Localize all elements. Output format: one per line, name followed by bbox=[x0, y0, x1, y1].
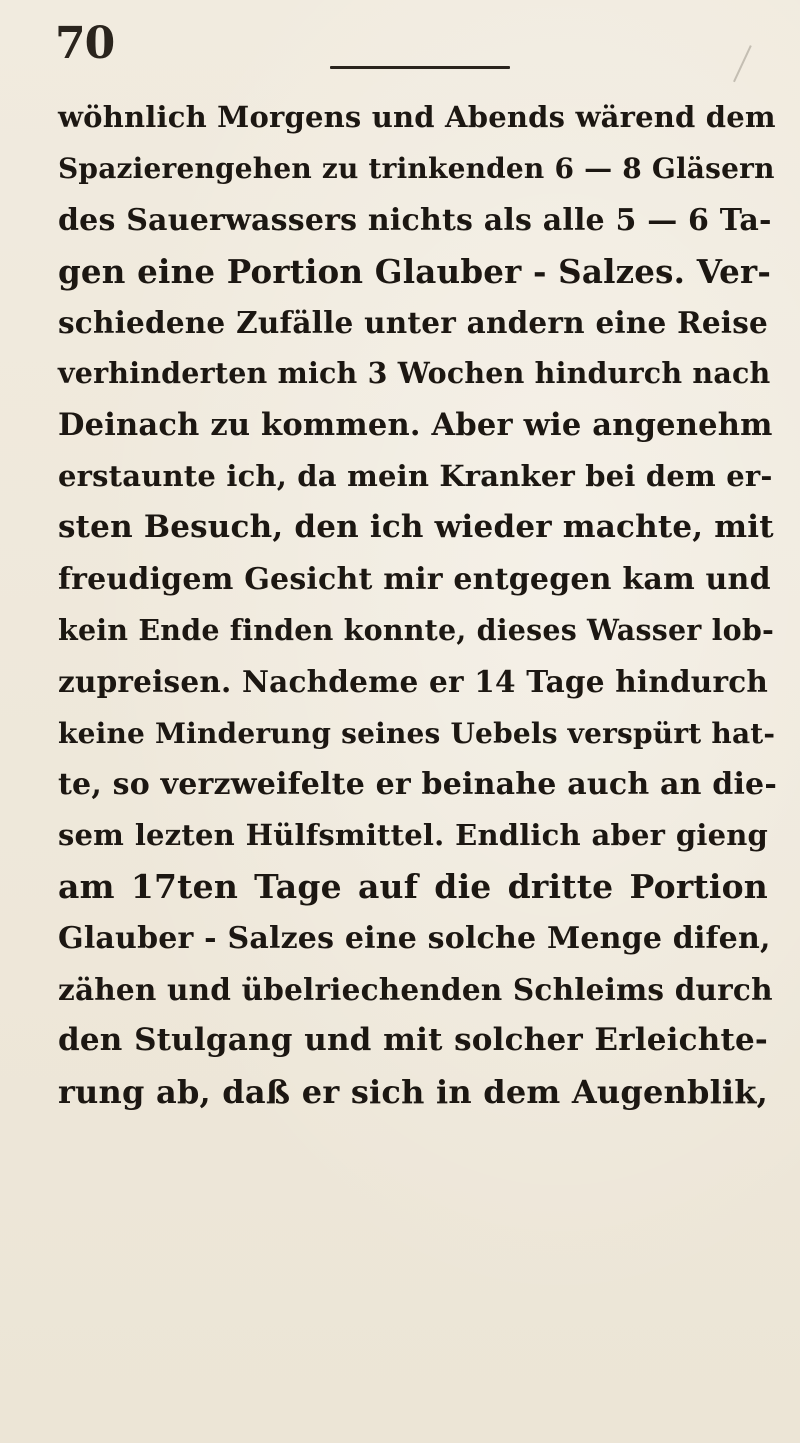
text-line: des Sauerwassers nichts als alle 5 — 6 Ta- bbox=[58, 202, 772, 238]
text-line: verhinderten mich 3 Wochen hindurch nach bbox=[58, 356, 771, 391]
text-line: sten Besuch, den ich wieder machte, mit bbox=[58, 509, 774, 546]
text-line: Glauber - Salzes eine solche Menge difen, bbox=[58, 920, 771, 956]
text-line: zupreisen. Nachdeme er 14 Tage hindurch bbox=[58, 664, 768, 700]
text-line: zähen und übelriechenden Schleims durch bbox=[58, 972, 773, 1008]
text-line: Deinach zu kommen. Aber wie angenehm bbox=[58, 406, 773, 443]
text-line: te, so verzweifelte er beinahe auch an die- bbox=[58, 766, 777, 802]
text-line: freudigem Gesicht mir entgegen kam und bbox=[58, 561, 771, 597]
text-line: kein Ende finden konnte, dieses Wasser lob- bbox=[58, 612, 775, 647]
header-rule bbox=[330, 66, 510, 69]
page-number: 70 bbox=[55, 18, 115, 69]
text-line: schiedene Zufälle unter andern eine Reise bbox=[58, 305, 768, 341]
body-text bbox=[58, 92, 777, 1118]
corner-mark bbox=[733, 45, 779, 95]
text-line: wöhnlich Morgens und Abends wärend dem bbox=[58, 100, 776, 134]
text-line: erstaunte ich, da mein Kranker bei dem er- bbox=[58, 459, 773, 494]
text-line: den Stulgang und mit solcher Erleichte- bbox=[58, 1022, 768, 1059]
text-line: rung ab, daß er sich in dem Augenblik, bbox=[58, 1072, 768, 1111]
text-line: sem lezten Hülfsmittel. Endlich aber gieng bbox=[58, 818, 768, 853]
text-line: gen eine Portion Glauber - Salzes. Ver- bbox=[58, 251, 772, 291]
text-line: Spazierengehen zu trinkenden 6 — 8 Gläsern bbox=[58, 152, 775, 186]
text-line: am 17ten Tage auf die dritte Portion bbox=[58, 867, 768, 907]
text-line: keine Minderung seines Uebels verspürt hat- bbox=[58, 716, 776, 750]
